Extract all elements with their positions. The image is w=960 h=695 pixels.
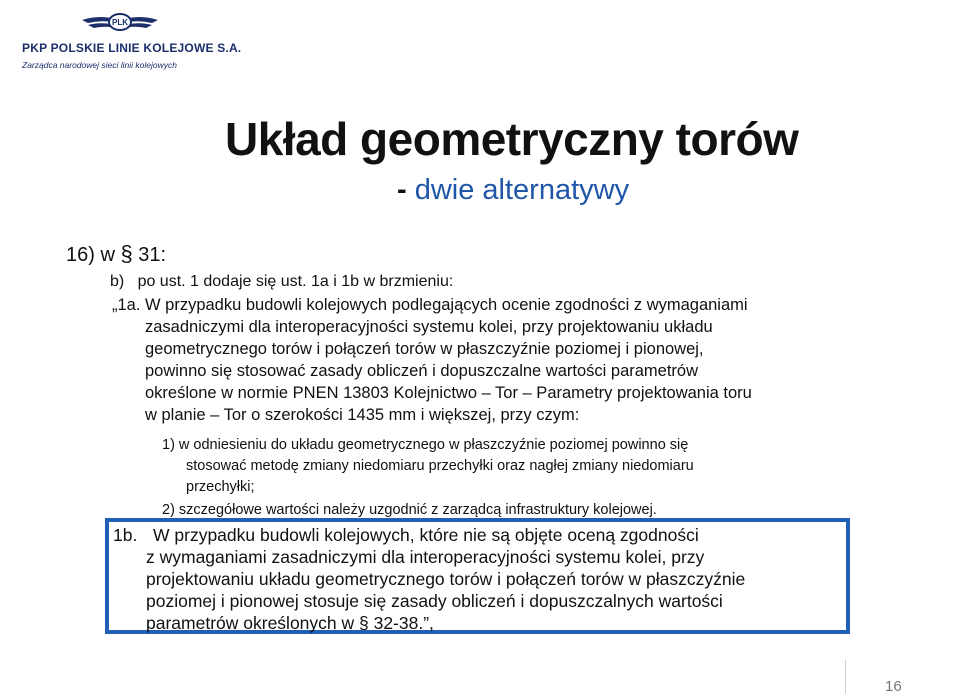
paragraph-1a-line: geometrycznego torów i połączeń torów w płaszczyźnie poziomej i pionowej, bbox=[145, 340, 704, 358]
footer-page-area bbox=[845, 660, 960, 694]
sub-point-1 bbox=[162, 435, 882, 498]
company-logo bbox=[22, 10, 242, 75]
paragraph-1b-line: projektowaniu układu geometrycznego torów i połączeń torów w płaszczyźnie bbox=[146, 569, 746, 589]
paragraph-1b bbox=[113, 524, 843, 634]
paragraph-1b-number: 1b. bbox=[113, 525, 138, 545]
footer-divider bbox=[845, 660, 846, 694]
amendment-letter-b: b) po ust. 1 dodaje się ust. 1a i 1b w brzmieniu: bbox=[110, 273, 454, 290]
amendment-point bbox=[66, 241, 166, 267]
sub-point-1-line: stosować metodę zmiany niedomiaru przechyłki oraz nagłej zmiany niedomiaru bbox=[186, 458, 694, 474]
page-number: 16 bbox=[885, 678, 902, 695]
sub-point-1-line: 1) w odniesieniu do układu geometrycznego w płaszczyźnie poziomej powinno się bbox=[162, 437, 689, 453]
slide-subtitle bbox=[397, 174, 629, 207]
slide-title: Układ geometryczny torów bbox=[225, 113, 799, 165]
subtitle-text: dwie alternatywy bbox=[414, 174, 630, 206]
paragraph-1b-line: W przypadku budowli kolejowych, które nie są objęte oceną zgodności bbox=[153, 525, 699, 545]
company-name: PKP POLSKIE LINIE KOLEJOWE S.A. bbox=[22, 41, 242, 55]
section-sign: § bbox=[120, 241, 133, 266]
paragraph-1a-line: określone w normie PNEN 13803 Kolejnictwo – Tor – Parametry projektowania toru bbox=[145, 384, 752, 402]
paragraph-1a-line: W przypadku budowli kolejowych podlegających ocenie zgodności z wymaganiami bbox=[145, 296, 748, 314]
company-tagline: Zarządca narodowej sieci linii kolejowych bbox=[22, 60, 177, 70]
amendment-point-end: 31: bbox=[132, 244, 167, 266]
sub-point-1-line: przechyłki; bbox=[186, 479, 255, 495]
paragraph-1b-line: parametrów określonych w § 32-38.”, bbox=[146, 613, 434, 633]
subtitle-dash: - bbox=[397, 174, 415, 206]
paragraph-1b-line: z wymaganiami zasadniczymi dla interoperacyjności systemu kolei, przy bbox=[146, 547, 705, 567]
logo-mark-text: PLK bbox=[112, 18, 128, 27]
paragraph-1a-line: zasadniczymi dla interoperacyjności systemu kolei, przy projektowaniu układu bbox=[145, 318, 713, 336]
sub-point-2: 2) szczegółowe wartości należy uzgodnić z zarządcą infrastruktury kolejowej. bbox=[162, 502, 657, 518]
paragraph-1b-line: poziomej i pionowej stosuje się zasady obliczeń i dopuszczalnych wartości bbox=[146, 591, 723, 611]
paragraph-1a-line: powinno się stosować zasady obliczeń i dopuszczalne wartości parametrów bbox=[145, 362, 699, 380]
amendment-point-start: 16) w bbox=[66, 244, 121, 266]
paragraph-1a-number: „1a. bbox=[112, 296, 141, 314]
paragraph-1a bbox=[112, 294, 895, 426]
paragraph-1a-line: w planie – Tor o szerokości 1435 mm i większej, przy czym: bbox=[145, 406, 580, 424]
plk-winged-emblem-icon bbox=[80, 10, 160, 40]
